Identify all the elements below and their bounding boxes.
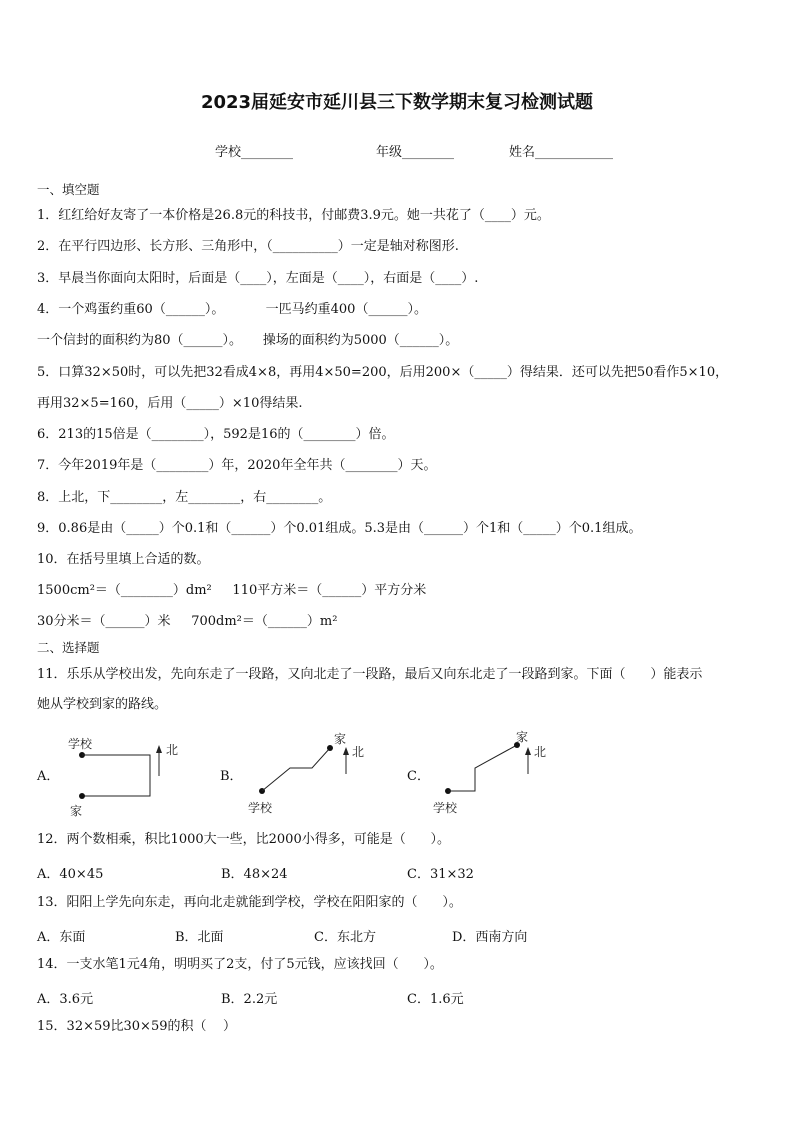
- label-school-a: 学校: [68, 737, 93, 751]
- section-multiple-choice: 二、选择题: [37, 640, 100, 655]
- question-5-line-2: 再用32×5=160，后用（_____）×10得结果.: [37, 396, 303, 411]
- question-2: 2．在平行四边形、长方形、三角形中，（__________）一定是轴对称图形.: [37, 239, 459, 254]
- question-15: 15．32×59比30×59的积（ ）: [37, 1019, 237, 1034]
- question-11-line-1: 11．乐乐从学校出发，先向东走了一段路，又向北走了一段路，最后又向东北走了一段路到家。下面（ ）能表示: [37, 667, 703, 682]
- question-10-line-1: 1500cm²＝（________）dm² 110平方米＝（______）平方分米: [37, 583, 427, 598]
- q14-option-c: C．1.6元: [407, 992, 464, 1007]
- question-7: 7．今年2019年是（________）年，2020年全年共（________）天。: [37, 458, 437, 473]
- q13-option-d: D．西南方向: [452, 930, 528, 945]
- question-4-line-1: 4．一个鸡蛋约重60（______）。 一匹马约重400（______）。: [37, 302, 427, 317]
- label-home-c: 家: [516, 730, 529, 744]
- question-13: 13．阳阳上学先向东走，再向北走就能到学校，学校在阳阳家的（ ）。: [37, 895, 462, 910]
- option-a-label: A．: [37, 769, 60, 784]
- question-3: 3．早晨当你面向太阳时，后面是（____），左面是（____），右面是（____）.: [37, 271, 479, 286]
- q12-option-b: B．48×24: [221, 867, 288, 882]
- label-north-a: 北: [166, 743, 179, 757]
- label-home-b: 家: [334, 732, 347, 746]
- grade-field: 年级________: [376, 145, 455, 160]
- q13-option-a: A．东面: [37, 930, 86, 945]
- label-home-a: 家: [70, 804, 83, 818]
- section-fill-blank: 一、填空题: [37, 182, 100, 197]
- question-11-line-2: 她从学校到家的路线。: [37, 697, 168, 712]
- q13-option-c: C．东北方: [314, 930, 376, 945]
- question-10: 10．在括号里填上合适的数。: [37, 552, 210, 567]
- exam-title: 2023届延安市延川县三下数学期末复习检测试题: [200, 92, 594, 113]
- question-8: 8．上北，下________，左________，右________。: [37, 490, 332, 505]
- route-figure-c: [425, 728, 565, 820]
- option-b-label: B．: [220, 769, 243, 784]
- name-field: 姓名____________: [509, 145, 614, 160]
- question-5-line-1: 5．口算32×50时，可以先把32看成4×8，再用4×50=200，后用200×（_____）得结果．还可以先把50看作5×10，: [37, 365, 729, 380]
- label-north-b: 北: [352, 745, 365, 759]
- question-14: 14．一支水笔1元4角，明明买了2支，付了5元钱，应该找回（ ）。: [37, 957, 443, 972]
- q12-option-a: A．40×45: [37, 867, 104, 882]
- label-school-b: 学校: [248, 801, 273, 815]
- question-9: 9．0.86是由（_____）个0.1和（______）个0.01组成。5.3是由（______）个1和（_____）个0.1组成。: [37, 521, 642, 536]
- question-1: 1．红红给好友寄了一本价格是26.8元的科技书，付邮费3.9元。她一共花了（____）元。: [37, 208, 550, 223]
- route-figure-a: [60, 728, 190, 820]
- label-school-c: 学校: [433, 801, 458, 815]
- q14-option-a: A．3.6元: [37, 992, 94, 1007]
- q14-option-b: B．2.2元: [221, 992, 278, 1007]
- question-4-line-2: 一个信封的面积约为80（______）。 操场的面积约为5000（______）。: [37, 333, 459, 348]
- question-10-line-2: 30分米＝（______）米 700dm²＝（______）m²: [37, 614, 338, 629]
- question-12: 12．两个数相乘，积比1000大一些，比2000小得多，可能是（ ）。: [37, 832, 451, 847]
- label-north-c: 北: [534, 745, 547, 759]
- option-c-label: C．: [407, 769, 430, 784]
- school-field: 学校________: [215, 145, 294, 160]
- q13-option-b: B．北面: [175, 930, 224, 945]
- q12-option-c: C．31×32: [407, 867, 474, 882]
- question-6: 6．213的15倍是（________），592是16的（________）倍。: [37, 427, 395, 442]
- route-figure-b: [240, 728, 380, 820]
